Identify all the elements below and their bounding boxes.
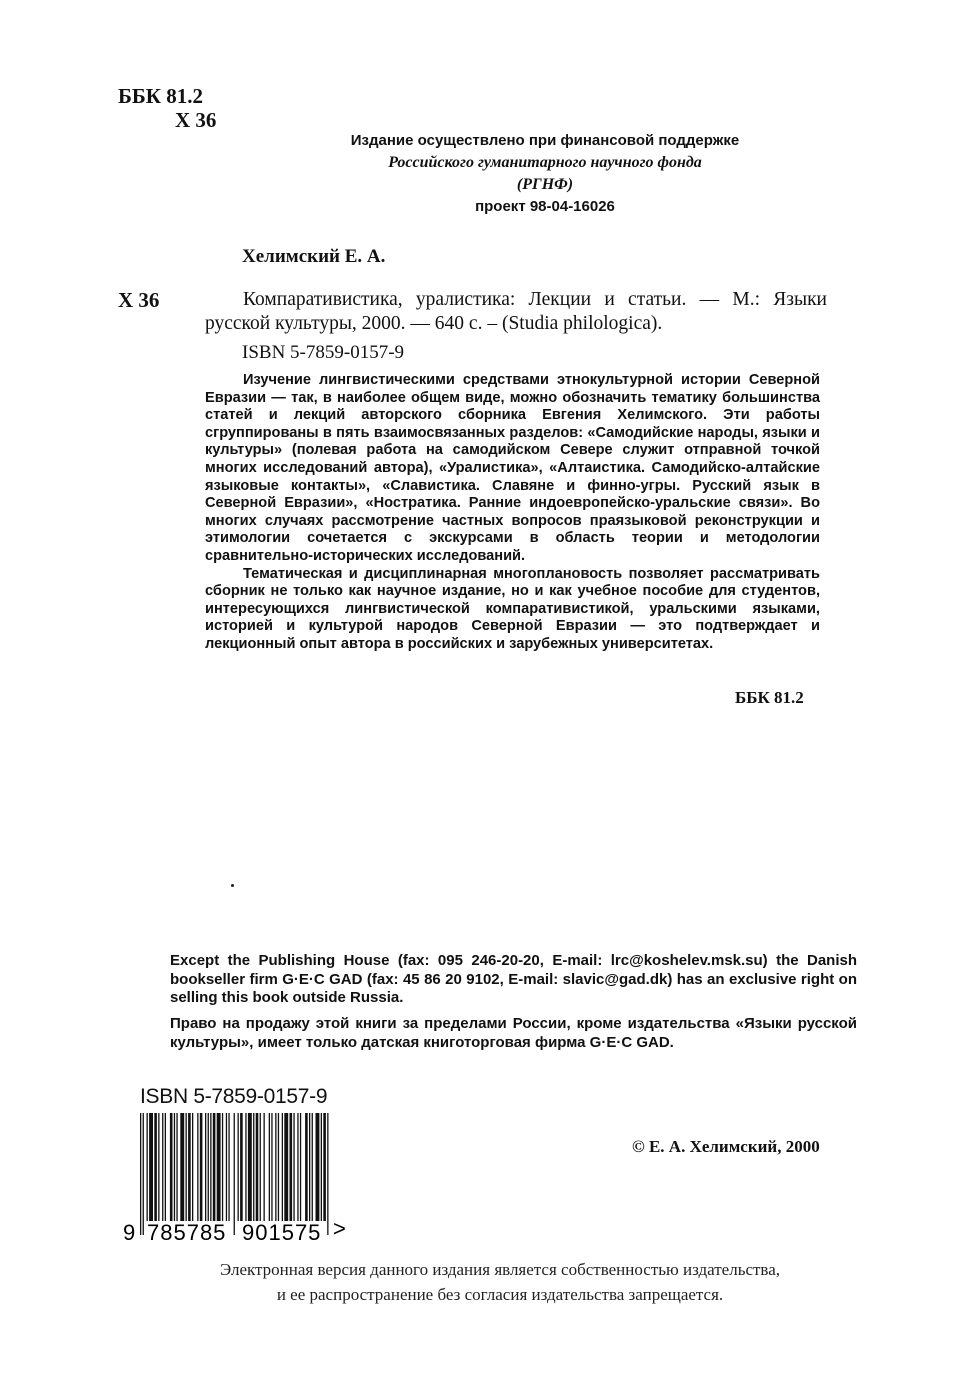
barcode-digit-lead: 9 (123, 1220, 136, 1245)
barcode-bar (149, 1113, 153, 1221)
barcode-bar (180, 1113, 184, 1221)
barcode-bar (165, 1113, 166, 1221)
barcode-bar (323, 1113, 326, 1221)
barcode-bar (217, 1113, 221, 1221)
barcode-bar (316, 1113, 320, 1221)
funding-line-2: Российского гуманитарного научного фонда (388, 154, 702, 171)
abstract (205, 372, 820, 654)
electronic-version-notice (150, 1257, 850, 1307)
barcode-bar (234, 1113, 235, 1235)
barcode-bar (197, 1113, 198, 1221)
barcode-bar (327, 1113, 328, 1235)
barcode-bar (305, 1113, 308, 1221)
barcode-bar (312, 1113, 313, 1221)
barcode-bar (253, 1113, 254, 1221)
barcode-bar (140, 1113, 141, 1235)
bbk-footer: ББК 81.2 (735, 688, 804, 707)
barcode-bar (240, 1113, 243, 1221)
bbk-author-mark: Х 36 (175, 108, 217, 132)
copyright: © Е. А. Хелимский, 2000 (632, 1137, 820, 1156)
funding-line-1: Издание осуществлено при финансовой поддержке (350, 132, 740, 149)
electronic-line-1: Электронная версия данного издания является собственностью издательства, (219, 1260, 781, 1279)
barcode-bar (186, 1113, 187, 1221)
barcode-bar (200, 1113, 203, 1221)
barcode-bar (269, 1113, 270, 1221)
barcode-bar (293, 1113, 294, 1221)
barcode-bar (321, 1113, 322, 1221)
barcode-bars (140, 1113, 329, 1235)
barcode-bar (228, 1113, 229, 1221)
barcode-bar (205, 1113, 206, 1221)
barcode-bar (208, 1113, 209, 1221)
barcode-bar (162, 1113, 163, 1221)
barcode-bar (222, 1113, 223, 1221)
barcode-bar (174, 1113, 175, 1221)
funding-line-3: (РГНФ) (516, 176, 574, 193)
barcode-bar (170, 1113, 173, 1221)
barcode-bar (256, 1113, 259, 1221)
barcode-bar (213, 1113, 216, 1221)
barcode-bar (238, 1113, 239, 1221)
barcode-bar (248, 1113, 252, 1221)
barcode-bar (309, 1113, 310, 1221)
barcode-bar (192, 1113, 193, 1221)
barcode-bar (147, 1113, 148, 1221)
barcode-bar (188, 1113, 191, 1221)
barcode-bar (271, 1113, 272, 1221)
export-rights-en: Except the Publishing House (fax: 095 246-20-20, E-mail: lrc@koshelev.msk.su) the Danish bookseller firm G·E·C GAD (fax: 45 86 20 9102, E-mail: slavic@gad.dk) has an exclusive right on selling this book outside Russia. (170, 952, 857, 1007)
electronic-line-2: и ее распространение без согласия издательства запрещается. (276, 1285, 724, 1304)
barcode-isbn-label: ISBN 5-7859-0157-9 (140, 1085, 328, 1108)
author-name: Хелимский Е. А. (242, 246, 386, 267)
barcode-bar (275, 1113, 276, 1221)
barcode-arrow: > (333, 1216, 346, 1241)
barcode-digits-right: 901575 (242, 1220, 322, 1245)
barcode-bar (260, 1113, 261, 1221)
stray-dot (231, 884, 234, 887)
bbk-index: ББК 81.2 (118, 84, 203, 108)
barcode-bar (297, 1113, 298, 1221)
barcode-bar (158, 1113, 159, 1221)
barcode-bar (278, 1113, 279, 1221)
barcode-bar (282, 1113, 283, 1221)
barcode (120, 1105, 360, 1247)
barcode-bar (176, 1113, 177, 1221)
catalog-code: Х 36 (118, 288, 160, 312)
barcode-bar (210, 1113, 211, 1221)
funding-line-4: проект 98-04-16026 (475, 198, 615, 215)
barcode-bar (245, 1113, 246, 1221)
barcode-digits-left: 785785 (147, 1220, 227, 1245)
funding-notice (240, 130, 850, 218)
title-entry: Компаративистика, уралистика: Лекции и статьи. — М.: Языки русской культуры, 2000. — 640 с. – (Studia philologica). (205, 289, 827, 334)
abstract-paragraph-2: Тематическая и дисциплинарная многоплановость позволяет рассматривать сборник не только как научное издание, но и как учебное пособие для студентов, интересующихся лингвистической компаративистикой, уральскими языками, историей и культурой народов Северной Евразии — это подтверждает и лекционный опыт автора в российских и зарубежных университетах. (205, 565, 820, 652)
barcode-bar (143, 1113, 144, 1235)
barcode-bar (154, 1113, 157, 1221)
barcode-bar (284, 1113, 288, 1221)
isbn-entry: ISBN 5-7859-0157-9 (242, 342, 405, 363)
barcode-bar (264, 1113, 265, 1221)
abstract-paragraph-1: Изучение лингвистическими средствами этнокультурной истории Северной Евразии — так, в наиболее общем виде, можно обозначить тематику большинства статей и лекций авторского сборника Евгения Хелимского. Эти работы сгруппированы в пять взаимосвязанных разделов: «Самодийские народы, языки и культуры» (полевая работа на самодийском Севере служит отправной точкой многих исследований автора), «Уралистика», «Алтаистика. Самодийско-алтайские языковые контакты», «Славистика. Славяне и финно-угры. Русский язык в Северной Евразии», «Ностратика. Ранние индоевропейско-уральские связи». Во многих случаях рассмотрение частных вопросов праязыковой реконструкции и этимологии сочетается с экскурсами в область теории и методологии сравнительно-исторических исследований. (205, 372, 820, 564)
barcode-bar (226, 1113, 227, 1221)
barcode-bar (290, 1113, 293, 1221)
export-rights-ru: Право на продажу этой книги за пределами России, кроме издательства «Языки русской культуры», имеет только датская книготорговая фирма G·E·C GAD. (170, 1015, 857, 1051)
barcode-bar (300, 1113, 301, 1221)
